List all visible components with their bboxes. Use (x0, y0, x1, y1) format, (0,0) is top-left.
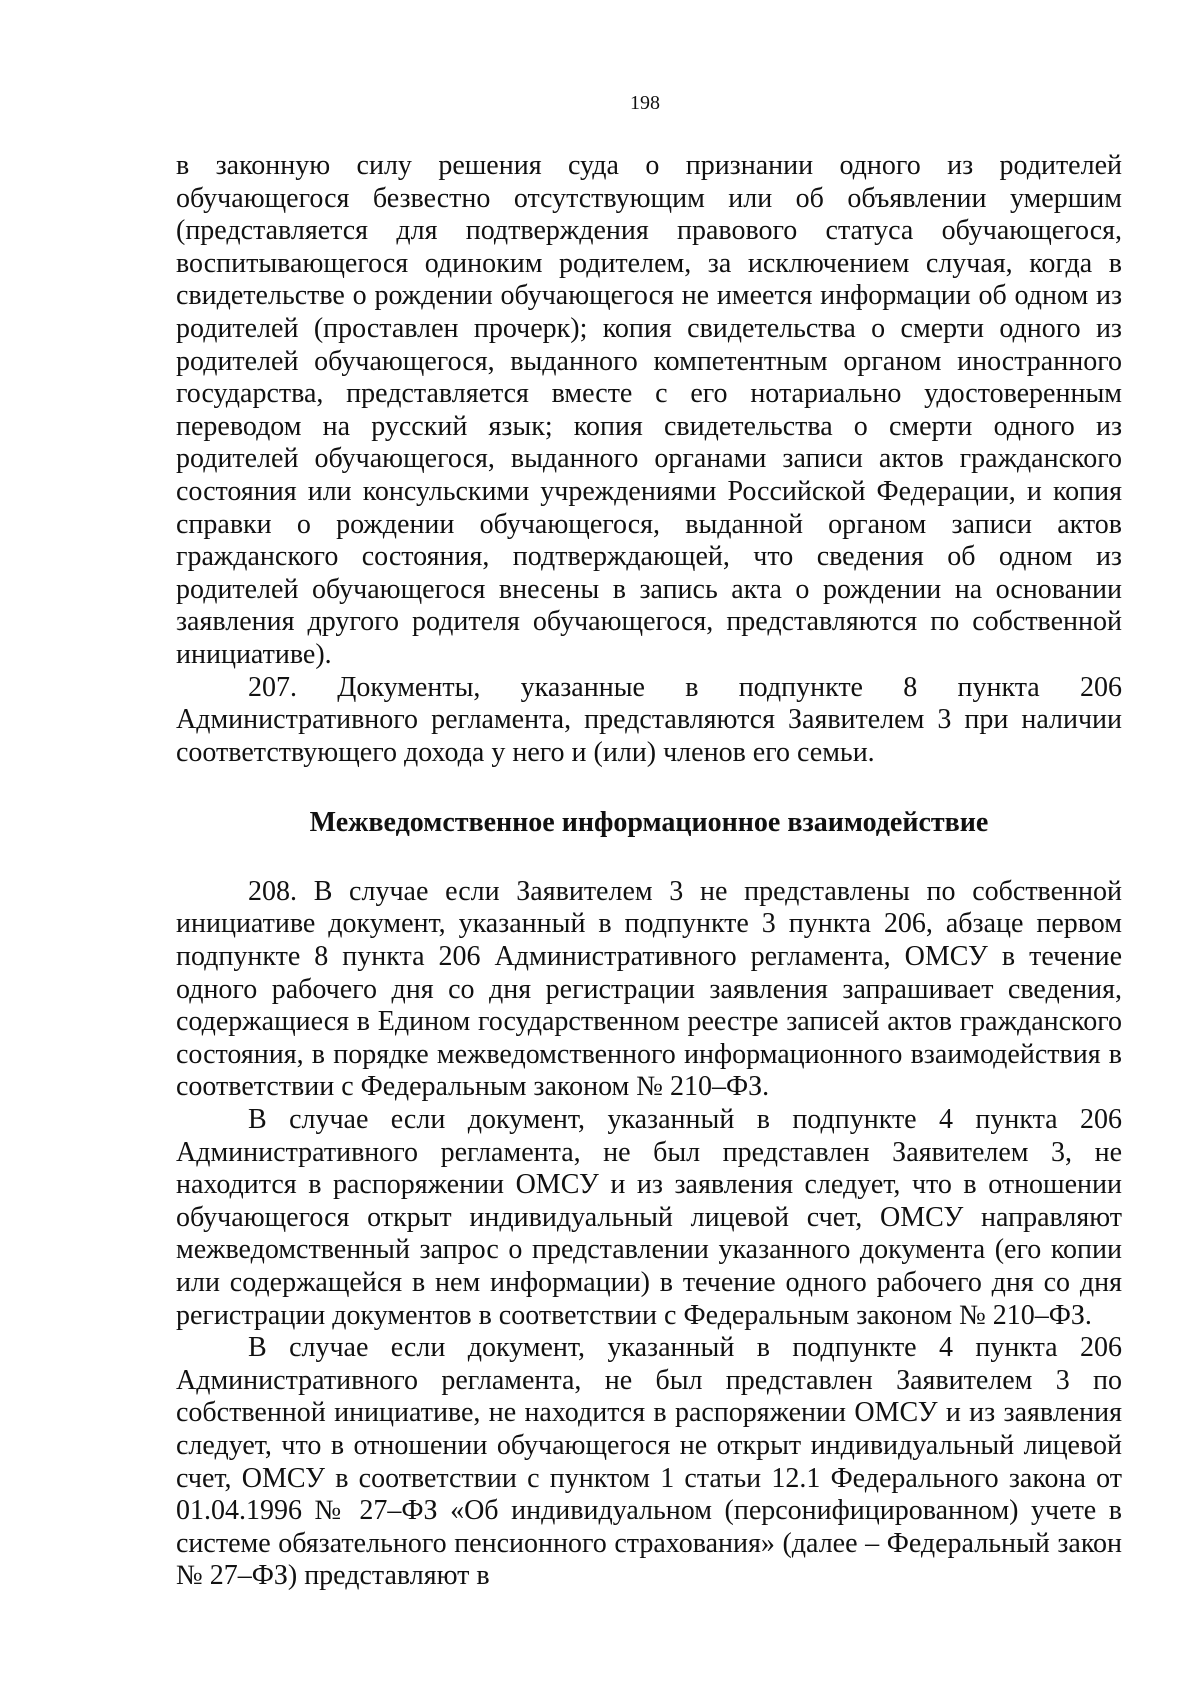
page-number: 198 (630, 92, 660, 114)
paragraph-continuation: в законную силу решения суда о признании одного из родителей обучающегося безвестно отсутствующим или об объявлении умершим (представляется для подтверждения правового статуса обучающегося, воспитывающегося одиноким родителем, за исключением случая, когда в свидетельстве о рождении обучающегося не имеется информации об одном из родителей (проставлен прочерк); копия свидетельства о смерти одного из родителей обучающегося, выданного компетентным органом иностранного государства, представляется вместе с его нотариально удостоверенным переводом на русский язык; копия свидетельства о смерти одного из родителей обучающегося, выданного органами записи актов гражданского состояния или консульскими учреждениями Российской Федерации, и копия справки о рождении обучающегося, выданной органом записи актов гражданского состояния, подтверждающей, что сведения об одном из родителей обучающегося внесены в запись акта о рождении на основании заявления другого родителя обучающегося, представляются по собственной инициативе). (176, 150, 1122, 670)
paragraph-208-second: В случае если документ, указанный в подпункте 4 пункта 206 Административного регламента, не был представлен Заявителем 3, не находится в распоряжении ОМСУ и из заявления следует, что в отношении обучающегося открыт индивидуальный лицевой счет, ОМСУ направляют межведомственный запрос о представлении указанного документа (его копии или содержащейся в нем информации) в течение одного рабочего дня со дня регистрации документов в соответствии с Федеральным законом № 210–ФЗ. (176, 1104, 1122, 1331)
section-heading: Межведомственное информационное взаимодействие (309, 807, 989, 839)
paragraph-208: 208. В случае если Заявителем 3 не представлены по собственной инициативе документ, указанный в подпункте 3 пункта 206, абзаце первом подпункте 8 пункта 206 Административного регламента, ОМСУ в течение одного рабочего дня со дня регистрации заявления запрашивает сведения, содержащиеся в Едином государственном реестре записей актов гражданского состояния, в порядке межведомственного информационного взаимодействия в соответствии с Федеральным законом № 210–ФЗ. (176, 875, 1122, 1103)
document-body (176, 150, 1122, 1593)
paragraph-208-third: В случае если документ, указанный в подпункте 4 пункта 206 Административного регламента, не был представлен Заявителем 3 по собственной инициативе, не находится в распоряжении ОМСУ и из заявления следует, что в отношении обучающегося не открыт индивидуальный лицевой счет, ОМСУ в соответствии с пунктом 1 статьи 12.1 Федерального закона от 01.04.1996 № 27–ФЗ «Об индивидуальном (персонифицированном) учете в системе обязательного пенсионного страхования» (далее – Федеральный закон № 27–ФЗ) представляют в (176, 1332, 1122, 1592)
paragraph-207: 207. Документы, указанные в подпункте 8 пункта 206 Административного регламента, представляются Заявителем 3 при наличии соответствующего дохода у него и (или) членов его семьи. (176, 671, 1122, 768)
